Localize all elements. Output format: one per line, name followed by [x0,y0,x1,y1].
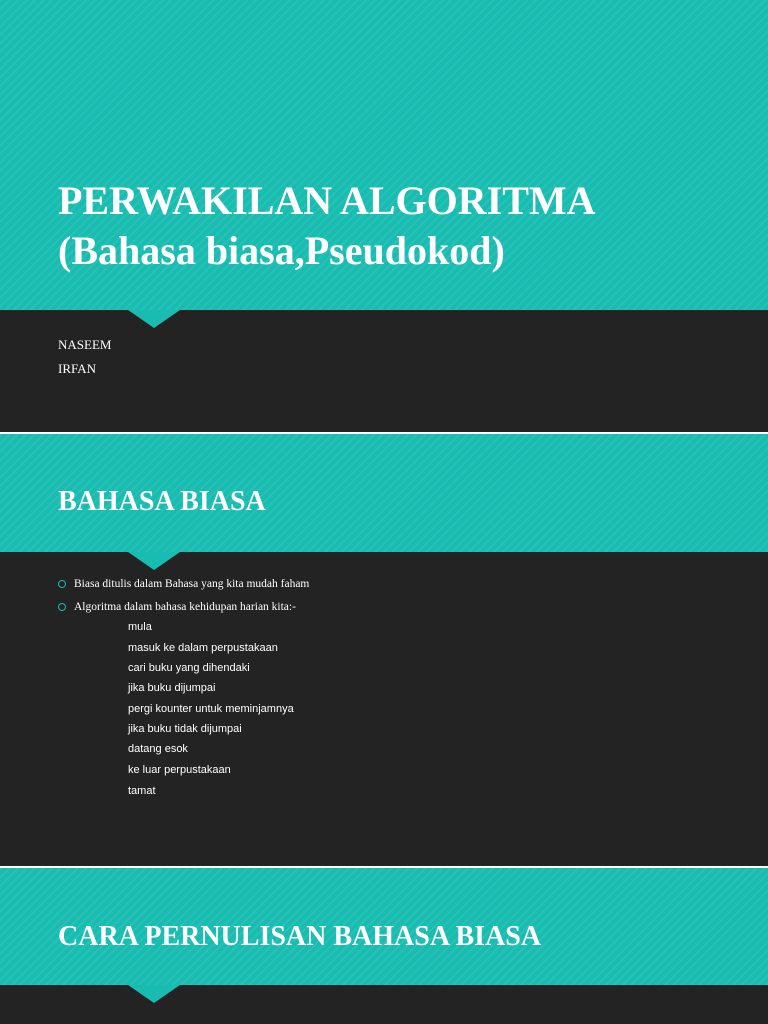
slide-3 [0,868,768,1024]
slide-1 [0,0,768,432]
step-line-7: datang esok [128,743,188,755]
bullet-item-2 [58,601,296,613]
slide-3-notch [128,985,180,1003]
author-1: NASEEM [58,337,112,352]
slide-2 [0,434,768,866]
step-line-2: masuk ke dalam perpustakaan [128,642,278,654]
step-line-8: ke luar perpustakaan [128,764,231,776]
slide-3-title: CARA PERNULISAN BAHASA BIASA [58,921,542,952]
slide-2-title: BAHASA BIASA [58,486,266,517]
slide-1-title-line-1: PERWAKILAN ALGORITMA [58,178,596,223]
slide-1-notch [128,310,180,328]
step-line-1: mula [128,621,152,633]
slide-1-title-line-2: (Bahasa biasa,Pseudokod) [58,228,505,273]
bullet-text-1: Biasa ditulis dalam Bahasa yang kita mudah faham [74,578,310,590]
step-line-5: pergi kounter untuk meminjamnya [128,703,294,715]
step-line-4: jika buku dijumpai [128,682,216,694]
bullet-text-2: Algoritma dalam bahasa kehidupan harian kita:- [74,601,296,613]
step-line-6: jika buku tidak dijumpai [128,723,242,735]
slide-1-body [0,310,768,432]
step-line-9: tamat [128,785,156,797]
slide-3-body [0,985,768,1024]
bullet-item-1 [58,578,309,590]
circle-bullet-icon [58,580,66,588]
slide-2-notch [128,552,180,570]
step-line-3: cari buku yang dihendaki [128,662,250,674]
circle-bullet-icon [58,603,66,611]
author-2: IRFAN [58,361,97,376]
slide-2-body [0,552,768,866]
